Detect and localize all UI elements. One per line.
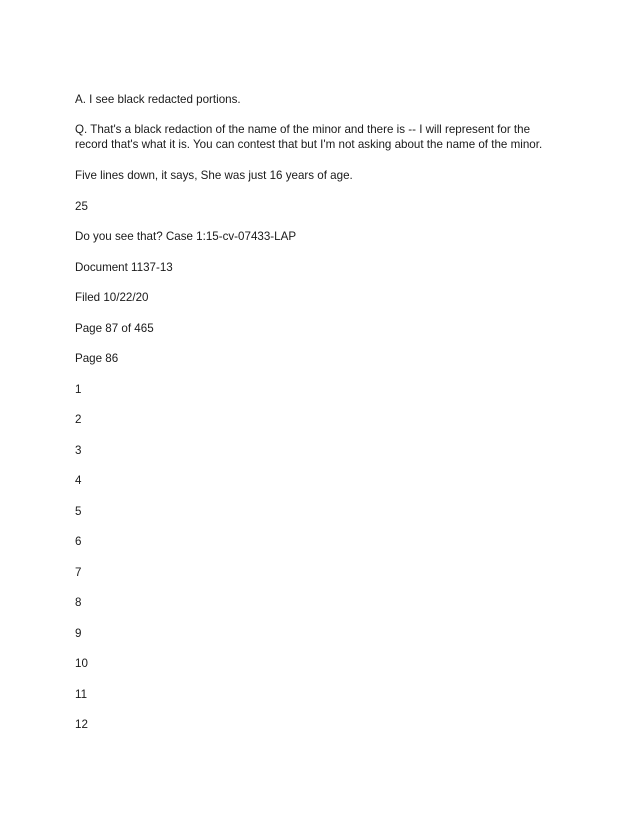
page-of-line: Page 87 of 465 <box>75 322 154 335</box>
line-number: 8 <box>75 596 82 609</box>
question-paragraph <box>75 122 575 152</box>
line-number-25: 25 <box>75 200 88 213</box>
line-number: 12 <box>75 718 88 731</box>
line-number: 9 <box>75 627 82 640</box>
question-line-1: Q. That's a black redaction of the name of the minor and there is -- I will represent for the <box>75 123 531 136</box>
line-number: 10 <box>75 657 88 670</box>
case-reference-line: Do you see that? Case 1:15-cv-07433-LAP <box>75 230 297 243</box>
five-lines-down-line: Five lines down, it says, She was just 16 years of age. <box>75 169 353 182</box>
answer-line: A. I see black redacted portions. <box>75 93 241 106</box>
question-line-2: record that's what it is. You can contest that but I'm not asking about the name of the minor. <box>75 138 543 151</box>
page-number-line: Page 86 <box>75 352 119 365</box>
line-number: 3 <box>75 444 82 457</box>
filed-date-line: Filed 10/22/20 <box>75 291 149 304</box>
document-number-line: Document 1137-13 <box>75 261 173 274</box>
line-number: 6 <box>75 535 82 548</box>
line-number: 2 <box>75 413 82 426</box>
line-number: 5 <box>75 505 82 518</box>
line-number: 11 <box>75 688 88 701</box>
line-number: 4 <box>75 474 82 487</box>
line-number: 1 <box>75 383 82 396</box>
line-number: 7 <box>75 566 82 579</box>
